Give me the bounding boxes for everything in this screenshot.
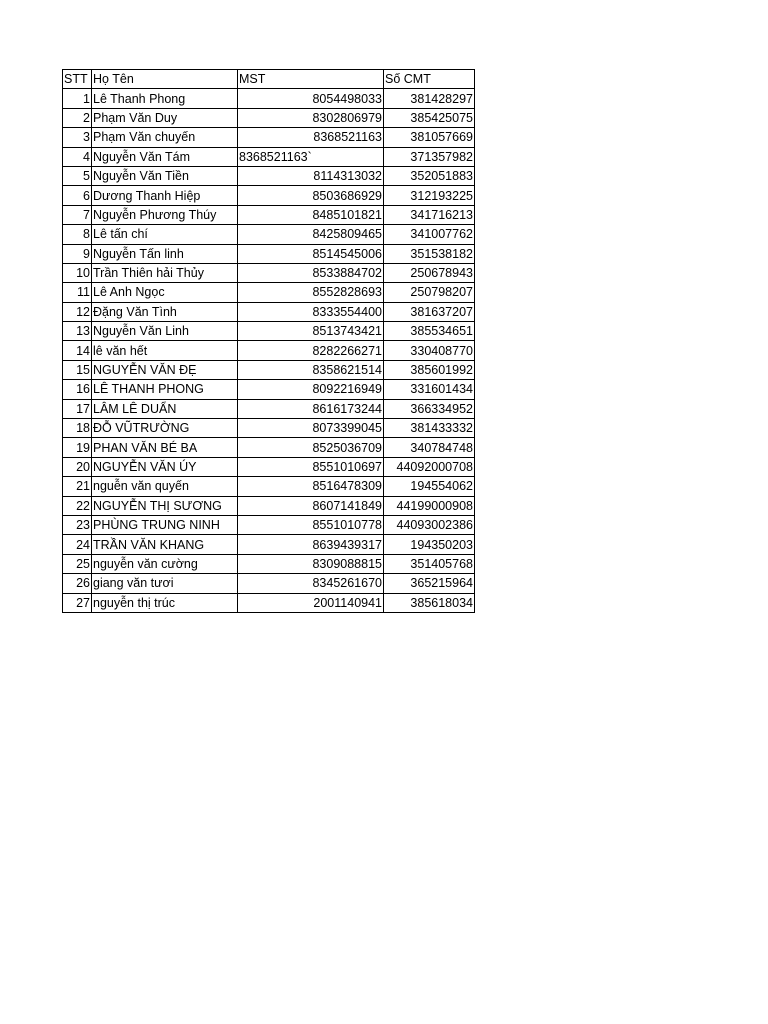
cmt-cell[interactable]: 385425075 bbox=[384, 108, 475, 127]
mst-cell[interactable]: 2001140941 bbox=[238, 593, 384, 612]
cmt-cell[interactable]: 250798207 bbox=[384, 283, 475, 302]
stt-cell[interactable]: 7 bbox=[63, 205, 92, 224]
stt-cell[interactable]: 13 bbox=[63, 322, 92, 341]
table-row bbox=[63, 438, 475, 457]
stt-cell[interactable]: 23 bbox=[63, 515, 92, 534]
table-row bbox=[63, 186, 475, 205]
mst-cell[interactable]: 8368521163 bbox=[238, 128, 384, 147]
stt-cell[interactable]: 8 bbox=[63, 225, 92, 244]
table-row bbox=[63, 419, 475, 438]
mst-cell[interactable]: 8551010778 bbox=[238, 515, 384, 534]
table-row bbox=[63, 108, 475, 127]
mst-cell[interactable]: 8525036709 bbox=[238, 438, 384, 457]
mst-cell[interactable]: 8516478309 bbox=[238, 477, 384, 496]
table-row bbox=[63, 302, 475, 321]
cmt-cell[interactable]: 44199000908 bbox=[384, 496, 475, 515]
mst-cell[interactable]: 8514545006 bbox=[238, 244, 384, 263]
stt-cell[interactable]: 18 bbox=[63, 419, 92, 438]
table-row bbox=[63, 593, 475, 612]
table-row bbox=[63, 496, 475, 515]
header-cmt[interactable]: Số CMT bbox=[384, 70, 475, 89]
stt-cell[interactable]: 5 bbox=[63, 166, 92, 185]
stt-cell[interactable]: 22 bbox=[63, 496, 92, 515]
name-cell[interactable]: PHÙNG TRUNG NINH bbox=[92, 515, 238, 534]
mst-cell[interactable]: 8073399045 bbox=[238, 419, 384, 438]
table-row bbox=[63, 263, 475, 282]
header-name[interactable]: Họ Tên bbox=[92, 70, 238, 89]
name-cell[interactable]: TRẦN VĂN KHANG bbox=[92, 535, 238, 554]
stt-cell[interactable]: 19 bbox=[63, 438, 92, 457]
mst-cell[interactable]: 8054498033 bbox=[238, 89, 384, 108]
mst-cell[interactable]: 8551010697 bbox=[238, 457, 384, 476]
mst-cell[interactable]: 8345261670 bbox=[238, 574, 384, 593]
mst-cell[interactable]: 8639439317 bbox=[238, 535, 384, 554]
mst-cell[interactable]: 8309088815 bbox=[238, 554, 384, 573]
stt-cell[interactable]: 3 bbox=[63, 128, 92, 147]
name-cell[interactable]: Lê tấn chí bbox=[92, 225, 238, 244]
table-body bbox=[63, 89, 475, 613]
name-cell[interactable]: Dương Thanh Hiệp bbox=[92, 186, 238, 205]
cmt-cell[interactable]: 381057669 bbox=[384, 128, 475, 147]
mst-cell[interactable]: 8425809465 bbox=[238, 225, 384, 244]
spreadsheet-table bbox=[62, 69, 475, 613]
stt-cell[interactable]: 6 bbox=[63, 186, 92, 205]
cmt-cell[interactable]: 330408770 bbox=[384, 341, 475, 360]
stt-cell[interactable]: 4 bbox=[63, 147, 92, 166]
stt-cell[interactable]: 16 bbox=[63, 380, 92, 399]
stt-cell[interactable]: 11 bbox=[63, 283, 92, 302]
name-cell[interactable]: LÊ THANH PHONG bbox=[92, 380, 238, 399]
name-cell[interactable]: Lê Thanh Phong bbox=[92, 89, 238, 108]
header-stt[interactable]: STT bbox=[63, 70, 92, 89]
name-cell[interactable]: NGUYỄN VĂN ĐẸ bbox=[92, 360, 238, 379]
stt-cell[interactable]: 17 bbox=[63, 399, 92, 418]
table-row bbox=[63, 477, 475, 496]
name-cell[interactable]: NGUYỄN VĂN ÚY bbox=[92, 457, 238, 476]
name-cell[interactable]: ĐỖ VŨTRƯỜNG bbox=[92, 419, 238, 438]
name-cell[interactable]: Nguyễn Phương Thúy bbox=[92, 205, 238, 224]
name-cell[interactable]: Phạm Văn chuyến bbox=[92, 128, 238, 147]
table-row bbox=[63, 341, 475, 360]
cmt-cell[interactable]: 365215964 bbox=[384, 574, 475, 593]
stt-cell[interactable]: 25 bbox=[63, 554, 92, 573]
table-row bbox=[63, 554, 475, 573]
mst-cell[interactable]: 8302806979 bbox=[238, 108, 384, 127]
cmt-cell[interactable]: 352051883 bbox=[384, 166, 475, 185]
mst-cell[interactable]: 8368521163` bbox=[238, 147, 384, 166]
cmt-cell[interactable]: 44092000708 bbox=[384, 457, 475, 476]
mst-cell[interactable]: 8282266271 bbox=[238, 341, 384, 360]
mst-cell[interactable]: 8485101821 bbox=[238, 205, 384, 224]
stt-cell[interactable]: 20 bbox=[63, 457, 92, 476]
cmt-cell[interactable]: 341716213 bbox=[384, 205, 475, 224]
cmt-cell[interactable]: 341007762 bbox=[384, 225, 475, 244]
stt-cell[interactable]: 26 bbox=[63, 574, 92, 593]
cmt-cell[interactable]: 371357982 bbox=[384, 147, 475, 166]
mst-cell[interactable]: 8358621514 bbox=[238, 360, 384, 379]
mst-cell[interactable]: 8552828693 bbox=[238, 283, 384, 302]
name-cell[interactable]: LÂM LÊ DUẨN bbox=[92, 399, 238, 418]
name-cell[interactable]: Nguyễn Văn Linh bbox=[92, 322, 238, 341]
table-row bbox=[63, 147, 475, 166]
cmt-cell[interactable]: 44093002386 bbox=[384, 515, 475, 534]
table-row bbox=[63, 225, 475, 244]
cmt-cell[interactable]: 385534651 bbox=[384, 322, 475, 341]
stt-cell[interactable]: 24 bbox=[63, 535, 92, 554]
name-cell[interactable]: nguễn văn quyến bbox=[92, 477, 238, 496]
cmt-cell[interactable]: 381428297 bbox=[384, 89, 475, 108]
table-row bbox=[63, 535, 475, 554]
name-cell[interactable]: Phạm Văn Duy bbox=[92, 108, 238, 127]
mst-cell[interactable]: 8513743421 bbox=[238, 322, 384, 341]
name-cell[interactable]: Nguyễn Văn Tám bbox=[92, 147, 238, 166]
cmt-cell[interactable]: 381433332 bbox=[384, 419, 475, 438]
name-cell[interactable]: PHAN VĂN BÉ BA bbox=[92, 438, 238, 457]
stt-cell[interactable]: 27 bbox=[63, 593, 92, 612]
table-row bbox=[63, 399, 475, 418]
cmt-cell[interactable]: 366334952 bbox=[384, 399, 475, 418]
mst-cell[interactable]: 8114313032 bbox=[238, 166, 384, 185]
table-row bbox=[63, 515, 475, 534]
table-row bbox=[63, 166, 475, 185]
cmt-cell[interactable]: 340784748 bbox=[384, 438, 475, 457]
name-cell[interactable]: NGUYỄN THỊ SƯƠNG bbox=[92, 496, 238, 515]
mst-cell[interactable]: 8533884702 bbox=[238, 263, 384, 282]
table-row bbox=[63, 574, 475, 593]
name-cell[interactable]: Lê Anh Ngọc bbox=[92, 283, 238, 302]
table-row bbox=[63, 457, 475, 476]
header-mst[interactable]: MST bbox=[238, 70, 384, 89]
cmt-cell[interactable]: 250678943 bbox=[384, 263, 475, 282]
mst-cell[interactable]: 8616173244 bbox=[238, 399, 384, 418]
stt-cell[interactable]: 21 bbox=[63, 477, 92, 496]
mst-cell[interactable]: 8607141849 bbox=[238, 496, 384, 515]
table-row bbox=[63, 360, 475, 379]
stt-cell[interactable]: 9 bbox=[63, 244, 92, 263]
name-cell[interactable]: giang văn tươi bbox=[92, 574, 238, 593]
cmt-cell[interactable]: 351538182 bbox=[384, 244, 475, 263]
name-cell[interactable]: Nguyễn Tấn linh bbox=[92, 244, 238, 263]
cmt-cell[interactable]: 194350203 bbox=[384, 535, 475, 554]
cmt-cell[interactable]: 351405768 bbox=[384, 554, 475, 573]
cmt-cell[interactable]: 194554062 bbox=[384, 477, 475, 496]
cmt-cell[interactable]: 385618034 bbox=[384, 593, 475, 612]
header-row bbox=[63, 70, 475, 89]
name-cell[interactable]: Nguyễn Văn Tiền bbox=[92, 166, 238, 185]
table-row bbox=[63, 128, 475, 147]
name-cell[interactable]: lê văn hết bbox=[92, 341, 238, 360]
table-row bbox=[63, 283, 475, 302]
table-row bbox=[63, 244, 475, 263]
name-cell[interactable]: Đặng Văn Tình bbox=[92, 302, 238, 321]
stt-cell[interactable]: 15 bbox=[63, 360, 92, 379]
cmt-cell[interactable]: 312193225 bbox=[384, 186, 475, 205]
stt-cell[interactable]: 1 bbox=[63, 89, 92, 108]
mst-cell[interactable]: 8333554400 bbox=[238, 302, 384, 321]
stt-cell[interactable]: 2 bbox=[63, 108, 92, 127]
name-cell[interactable]: Trần Thiên hải Thủy bbox=[92, 263, 238, 282]
table-row bbox=[63, 205, 475, 224]
cmt-cell[interactable]: 381637207 bbox=[384, 302, 475, 321]
table-row bbox=[63, 380, 475, 399]
mst-cell[interactable]: 8503686929 bbox=[238, 186, 384, 205]
cmt-cell[interactable]: 331601434 bbox=[384, 380, 475, 399]
stt-cell[interactable]: 10 bbox=[63, 263, 92, 282]
stt-cell[interactable]: 12 bbox=[63, 302, 92, 321]
stt-cell[interactable]: 14 bbox=[63, 341, 92, 360]
table-row bbox=[63, 89, 475, 108]
name-cell[interactable]: nguyễn văn cường bbox=[92, 554, 238, 573]
mst-cell[interactable]: 8092216949 bbox=[238, 380, 384, 399]
table-row bbox=[63, 322, 475, 341]
name-cell[interactable]: nguyễn thị trúc bbox=[92, 593, 238, 612]
cmt-cell[interactable]: 385601992 bbox=[384, 360, 475, 379]
